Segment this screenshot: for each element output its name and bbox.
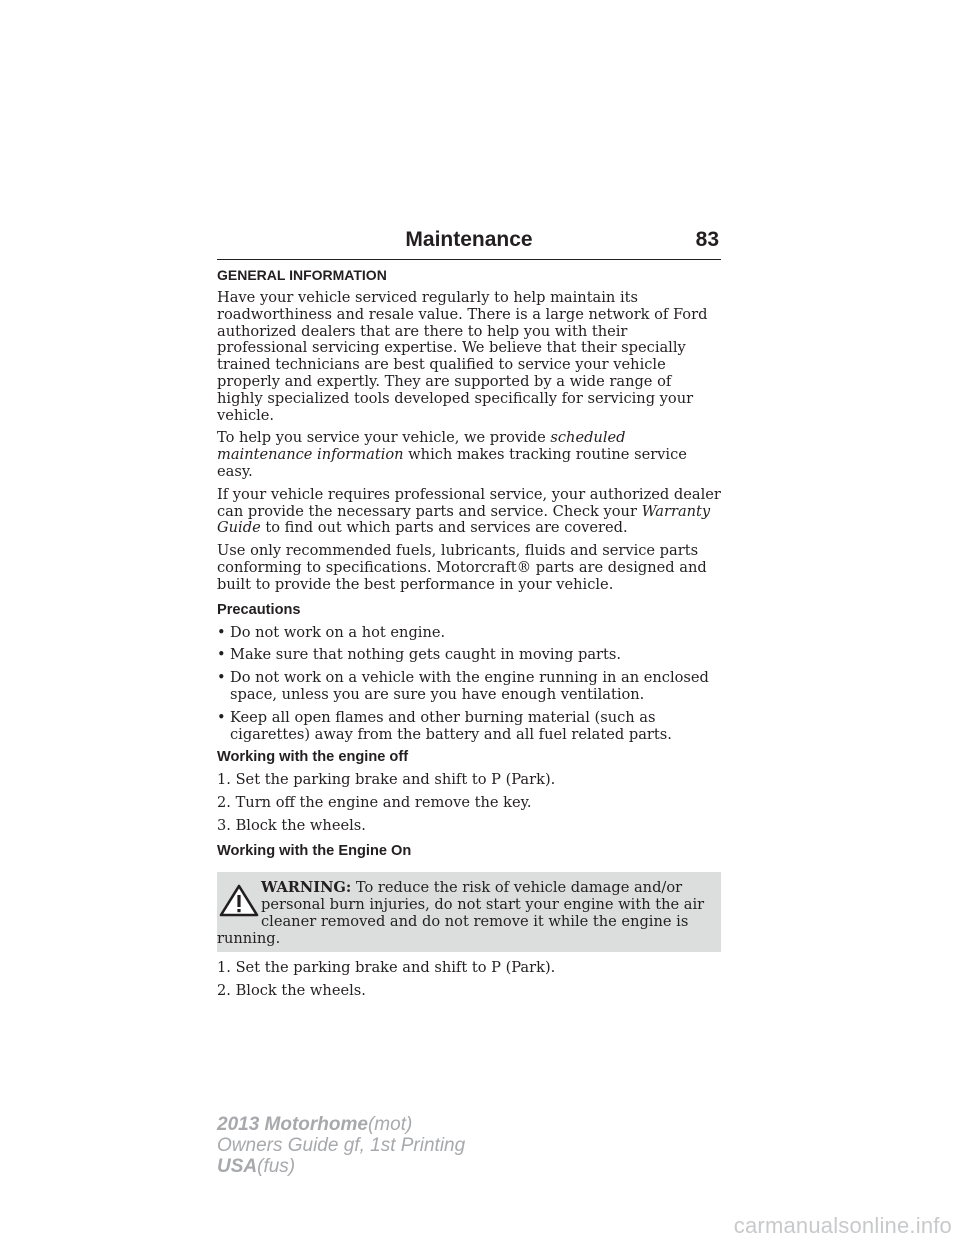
general-paragraph-2 [217,430,721,480]
warning-text: To reduce the risk of vehicle damage and/or personal burn injuries, do not start your engine with the air cleaner removed and do not remove it while the engine is running. [217,878,705,947]
footer-line-2: Owners Guide gf, 1st Printing [217,1135,466,1156]
precautions-list [217,625,721,744]
bullet-icon: • [217,669,226,687]
page-header [217,226,721,260]
p3-text-after: to find out which parts and services are covered. [260,519,628,537]
general-paragraph-4: Use only recommended fuels, lubricants, fluids and service parts conforming to specifications. Motorcraft® parts are designed and built to provide the best performance in your vehicle. [217,542,707,593]
general-paragraph-3 [217,487,721,537]
list-item-text: Do not work on a hot engine. [230,623,446,641]
footer-market-code: (fus) [257,1156,296,1177]
engine-off-step: 2. Turn off the engine and remove the key. [217,794,532,812]
footer-model-code: (mot) [367,1114,413,1135]
bullet-icon: • [217,623,226,641]
engine-off-heading: Working with the engine off [217,749,409,766]
list-item-text: Do not work on a vehicle with the engine running in an enclosed space, unless you are sure you have enough ventilation. [230,669,709,703]
list-item-text: Keep all open flames and other burning material (such as cigarettes) away from the battery and all fuel related parts. [230,708,672,743]
watermark: carmanualsonline.info [733,1213,952,1238]
warranty-guide-emphasis: Warranty Guide [217,502,711,537]
warning-label: WARNING: [261,878,352,896]
general-paragraph-1: Have your vehicle serviced regularly to help maintain its roadworthiness and resale value. There is a large network of Ford authorized dealers that are there to help you with their professional servicing expertise. We believe that their specially trained technicians are best qualified to service your vehicle properly and expertly. They are supported by a wide range of highly specialized tools developed specifically for servicing your vehicle. [217,289,708,424]
precautions-heading: Precautions [217,601,301,618]
scheduled-maintenance-emphasis: scheduled maintenance information [217,429,626,464]
footer-line-1 [217,1114,465,1135]
p2-text-before: To help you service your vehicle, we provide [217,429,551,447]
page-number: 83 [695,228,719,251]
footer-model: 2013 Motorhome [217,1114,368,1135]
list-item [217,625,721,642]
list-item [217,647,721,664]
p2-text-after: which makes tracking routine service easy. [217,446,687,480]
footer-line-3 [217,1156,465,1177]
general-information-heading: GENERAL INFORMATION [217,267,387,283]
list-item [217,710,721,744]
section-title: Maintenance [405,228,533,251]
page-content [217,267,721,999]
engine-off-step: 1. Set the parking brake and shift to P (Park). [217,771,556,789]
list-item-text: Make sure that nothing gets caught in moving parts. [230,646,621,664]
bullet-icon: • [217,708,226,726]
engine-on-heading: Working with the Engine On [217,842,412,859]
warning-box [217,872,721,952]
bullet-icon: • [217,646,226,664]
engine-on-step: 2. Block the wheels. [217,981,366,999]
list-item [217,670,721,704]
footer-market: USA [217,1156,258,1177]
engine-on-step: 1. Set the parking brake and shift to P (Park). [217,958,556,976]
manual-page [217,226,721,1005]
p3-text-before: If your vehicle requires professional service, your authorized dealer can provide the necessary parts and service. Check your [217,485,721,520]
engine-off-step: 3. Block the wheels. [217,816,366,834]
warning-triangle-icon [217,883,261,917]
print-footer [217,1114,465,1177]
